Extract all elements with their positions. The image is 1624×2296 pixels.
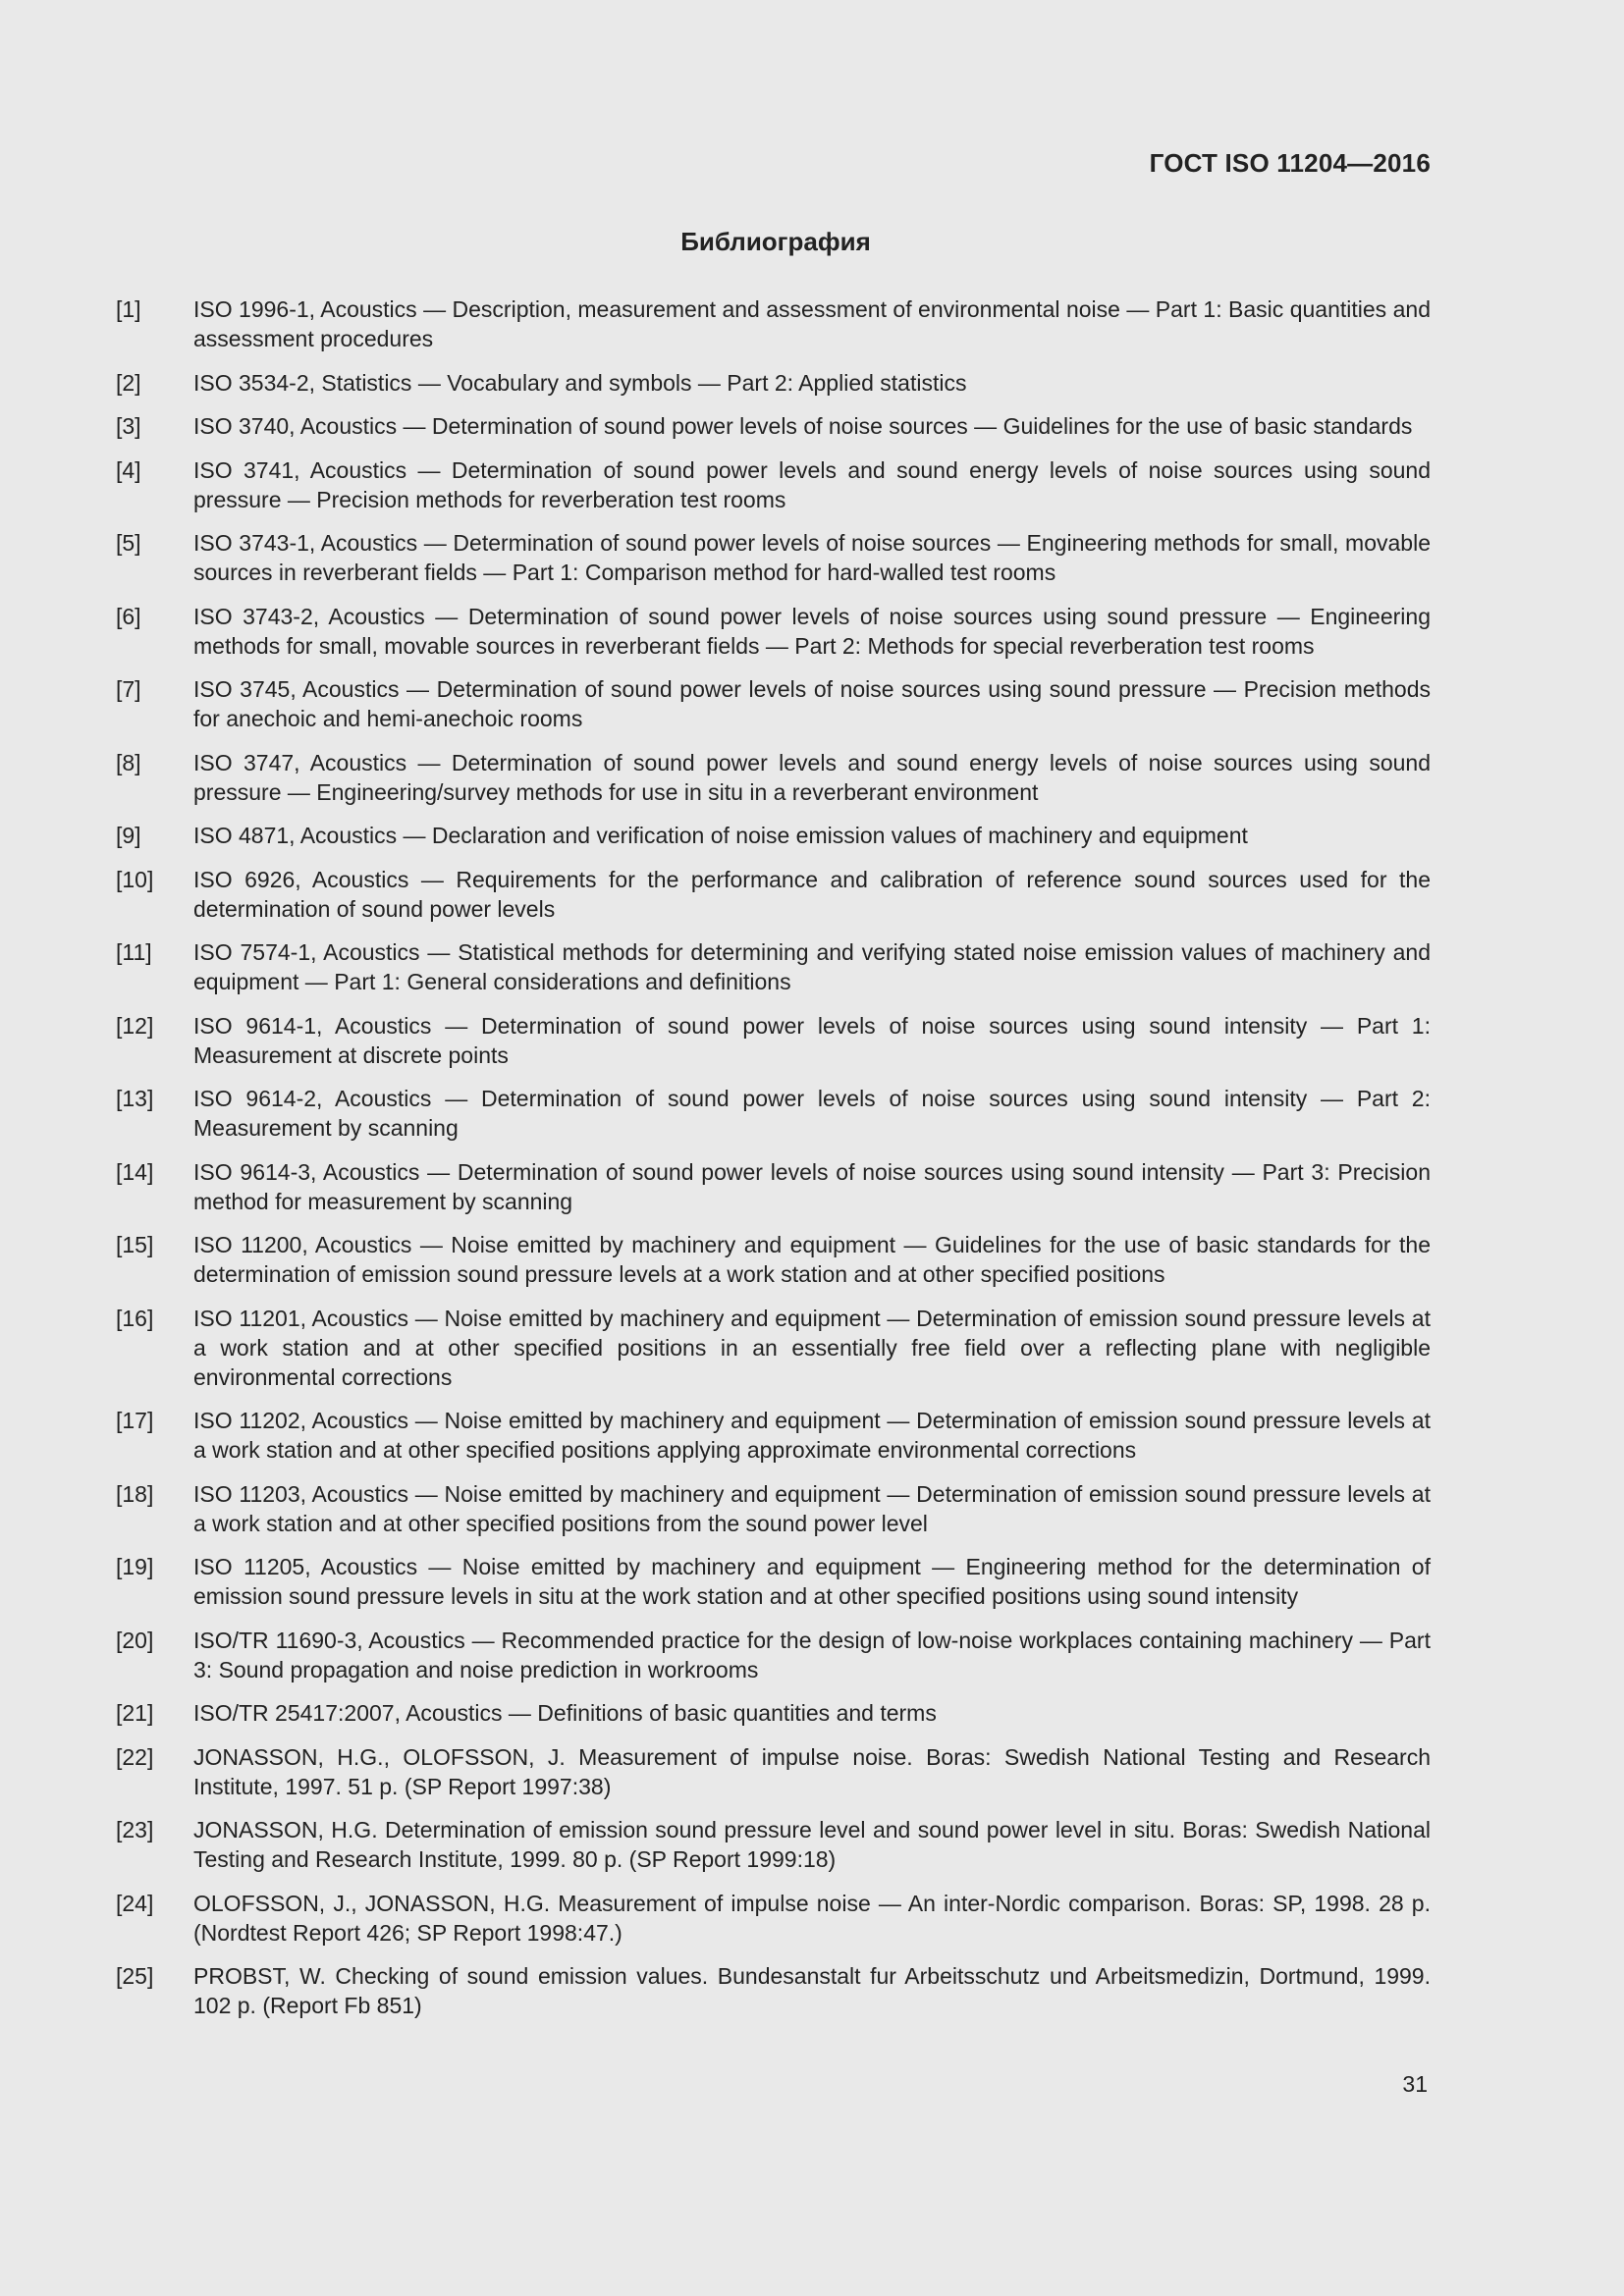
bibliography-entry xyxy=(116,455,1431,514)
entry-text: ISO/TR 25417:2007, Acoustics — Definitions of basic quantities and terms xyxy=(193,1700,937,1726)
page-number: 31 xyxy=(1402,2071,1428,2097)
entry-number: [19] xyxy=(116,1554,154,1579)
bibliography-entry xyxy=(116,411,1431,441)
entry-number: [11] xyxy=(116,939,152,965)
entry-text: ISO 11200, Acoustics — Noise emitted by machinery and equipment — Guidelines for the use of basic standards for the determination of emission sound pressure levels at a work station and at other specified positions xyxy=(193,1232,1431,1287)
bibliography-entry xyxy=(116,1406,1431,1465)
entry-number: [17] xyxy=(116,1408,154,1433)
entry-text: ISO 7574-1, Acoustics — Statistical methods for determining and verifying stated noise emission values of machinery and equipment — Part 1: General considerations and definitions xyxy=(193,939,1431,994)
entry-text: OLOFSSON, J., JONASSON, H.G. Measurement of impulse noise — An inter-Nordic comparison. Boras: SP, 1998. 28 p. (Nordtest Report 426; SP Report 1998:47.) xyxy=(193,1890,1431,1946)
entry-number: [10] xyxy=(116,866,154,892)
entry-number: [23] xyxy=(116,1817,154,1842)
entry-text: JONASSON, H.G., OLOFSSON, J. Measurement of impulse noise. Boras: Swedish National Testing and Research Institute, 1997. 51 p. (SP Report 1997:38) xyxy=(193,1743,1431,1799)
entry-text: PROBST, W. Checking of sound emission values. Bundesanstalt fur Arbeitsschutz und Arbeitsmedizin, Dortmund, 1999. 102 p. (Report Fb 851) xyxy=(193,1963,1431,2018)
bibliography-entry xyxy=(116,1961,1431,2020)
bibliography-entry xyxy=(116,528,1431,587)
entry-text: ISO 11203, Acoustics — Noise emitted by machinery and equipment — Determination of emission sound pressure levels at a work station and at other specified positions from the sound power level xyxy=(193,1480,1431,1536)
entry-number: [2] xyxy=(116,369,141,396)
bibliography-entry xyxy=(116,1552,1431,1611)
bibliography-entry xyxy=(116,294,1431,353)
entry-number: [1] xyxy=(116,296,141,322)
bibliography-entry xyxy=(116,1742,1431,1801)
entry-text: ISO 11205, Acoustics — Noise emitted by machinery and equipment — Engineering method for the determination of emission sound pressure levels in situ at the work station and at other specified positions using sound intensity xyxy=(193,1554,1431,1609)
bibliography-entry xyxy=(116,1698,1431,1728)
entry-number: [3] xyxy=(116,413,141,439)
document-code: ГОСТ ISO 11204—2016 xyxy=(1149,148,1431,178)
entry-number: [21] xyxy=(116,1700,154,1726)
entry-number: [5] xyxy=(116,530,141,556)
entry-number: [7] xyxy=(116,676,141,702)
bibliography-entry xyxy=(116,674,1431,733)
entry-text: ISO 3534-2, Statistics — Vocabulary and symbols — Part 2: Applied statistics xyxy=(193,369,967,396)
bibliography-entry xyxy=(116,1815,1431,1874)
entry-number: [25] xyxy=(116,1963,154,1989)
bibliography-entry xyxy=(116,368,1431,398)
entry-number: [16] xyxy=(116,1305,154,1331)
entry-text: JONASSON, H.G. Determination of emission sound pressure level and sound power level in situ. Boras: Swedish National Testing and Research Institute, 1999. 80 p. (SP Report 1999:18) xyxy=(193,1817,1431,1872)
entry-number: [13] xyxy=(116,1086,154,1111)
bibliography-entry xyxy=(116,1304,1431,1392)
bibliography-entry xyxy=(116,821,1431,850)
bibliography-entry xyxy=(116,1230,1431,1289)
entry-text: ISO 6926, Acoustics — Requirements for the performance and calibration of reference sound sources used for the determination of sound power levels xyxy=(193,866,1431,922)
entry-text: ISO 11202, Acoustics — Noise emitted by machinery and equipment — Determination of emission sound pressure levels at a work station and at other specified positions applying approximate environmental corrections xyxy=(193,1408,1431,1463)
entry-number: [15] xyxy=(116,1232,154,1257)
entry-text: ISO 3743-1, Acoustics — Determination of sound power levels of noise sources — Engineering methods for small, movable sources in reverberant fields — Part 1: Comparison method for hard-walled test rooms xyxy=(193,530,1431,585)
entry-text: ISO 3741, Acoustics — Determination of sound power levels and sound energy levels of noise sources using sound pressure — Precision methods for reverberation test rooms xyxy=(193,456,1431,512)
bibliography-entry xyxy=(116,602,1431,661)
entry-number: [14] xyxy=(116,1158,154,1185)
entry-text: ISO/TR 11690-3, Acoustics — Recommended practice for the design of low-noise workplaces containing machinery — Part 3: Sound propagation and noise prediction in workrooms xyxy=(193,1627,1431,1682)
entry-number: [8] xyxy=(116,749,141,775)
entry-text: ISO 9614-2, Acoustics — Determination of sound power levels of noise sources using sound intensity — Part 2: Measurement by scanning xyxy=(193,1086,1431,1141)
bibliography-entry xyxy=(116,748,1431,807)
bibliography-entry xyxy=(116,1011,1431,1070)
bibliography-entry xyxy=(116,1479,1431,1538)
bibliography-entry xyxy=(116,1084,1431,1143)
entry-text: ISO 3745, Acoustics — Determination of sound power levels of noise sources using sound pressure — Precision methods for anechoic and hemi-anechoic rooms xyxy=(193,676,1431,731)
entry-text: ISO 9614-1, Acoustics — Determination of sound power levels of noise sources using sound intensity — Part 1: Measurement at discrete points xyxy=(193,1012,1431,1068)
bibliography-entry xyxy=(116,1889,1431,1948)
entry-number: [24] xyxy=(116,1890,154,1916)
entry-text: ISO 4871, Acoustics — Declaration and verification of noise emission values of machinery and equipment xyxy=(193,823,1248,848)
entry-text: ISO 3740, Acoustics — Determination of sound power levels of noise sources — Guidelines for the use of basic standards xyxy=(193,413,1413,439)
entry-number: [20] xyxy=(116,1627,154,1653)
entry-text: ISO 11201, Acoustics — Noise emitted by machinery and equipment — Determination of emission sound pressure levels at a work station and at other specified positions in an essentially free field over a reflecting plane with negligible environmental corrections xyxy=(193,1305,1431,1390)
entry-number: [4] xyxy=(116,456,141,483)
bibliography-entry xyxy=(116,1157,1431,1216)
bibliography-entry xyxy=(116,865,1431,924)
entry-text: ISO 3747, Acoustics — Determination of sound power levels and sound energy levels of noise sources using sound pressure — Engineering/survey methods for use in situ in a reverberant environment xyxy=(193,749,1431,805)
entry-text: ISO 9614-3, Acoustics — Determination of sound power levels of noise sources using sound intensity — Part 3: Precision method for measurement by scanning xyxy=(193,1158,1431,1214)
bibliography-entry xyxy=(116,937,1431,996)
entry-text: ISO 1996-1, Acoustics — Description, measurement and assessment of environmental noise — Part 1: Basic quantities and assessment procedures xyxy=(193,296,1431,351)
bibliography-entry xyxy=(116,1626,1431,1684)
section-title: Библиография xyxy=(680,227,871,256)
entry-number: [9] xyxy=(116,823,141,848)
entry-number: [6] xyxy=(116,603,141,629)
entry-number: [22] xyxy=(116,1743,154,1770)
entry-text: ISO 3743-2, Acoustics — Determination of sound power levels of noise sources using sound pressure — Engineering methods for small, movable sources in reverberant fields — Part 2: Methods for special reverberation test rooms xyxy=(193,603,1431,659)
entry-number: [12] xyxy=(116,1012,154,1039)
entry-number: [18] xyxy=(116,1480,154,1507)
bibliography-list xyxy=(116,294,1431,2035)
